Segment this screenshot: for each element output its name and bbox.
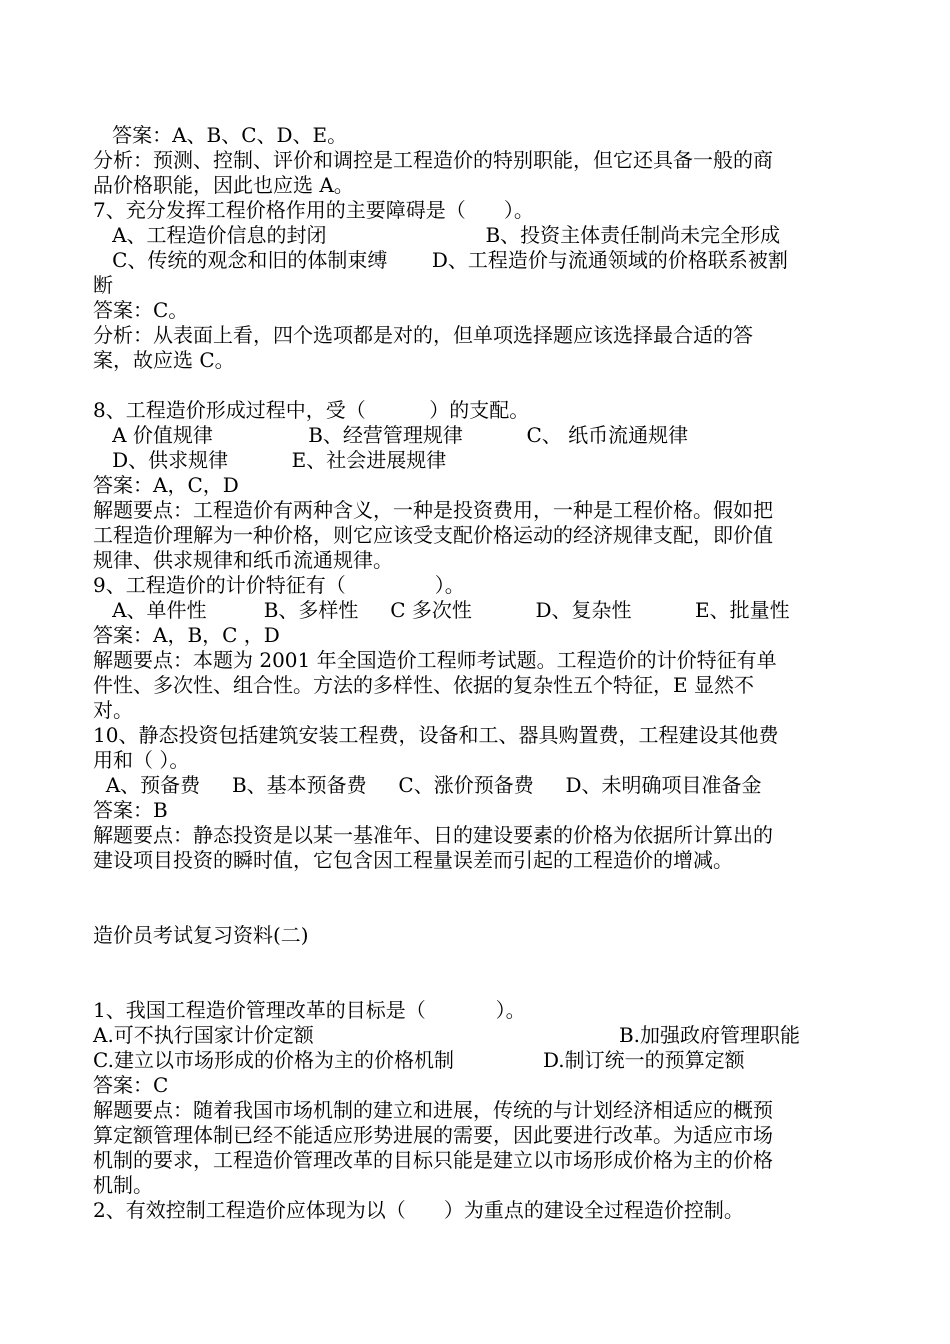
question-10: 用和（ ）。 xyxy=(93,748,190,772)
options-line: D、供求规律 E、社会进展规律 xyxy=(93,448,447,472)
question-2: 2、有效控制工程造价应体现为以（ ）为重点的建设全过程造价控制。 xyxy=(93,1198,744,1222)
explanation-line: 解题要点：本题为 2001 年全国造价工程师考试题。工程造价的计价特征有单 xyxy=(93,648,777,672)
options-line: A、单件性 B、多样性 C 多次性 D、复杂性 E、批量性 xyxy=(93,598,790,622)
explanation-line: 件性、多次性、组合性。方法的多样性、依据的复杂性五个特征，E 显然不 xyxy=(93,673,754,697)
answer-line: 答案：A、B、C、D、E。 xyxy=(93,123,348,147)
answer-line: 答案：C xyxy=(93,1073,169,1097)
options-line: A、预备费 B、基本预备费 C、涨价预备费 D、未明确项目准备金 xyxy=(93,773,762,797)
question-1: 1、我国工程造价管理改革的目标是（ ）。 xyxy=(93,998,526,1022)
analysis-line: 案，故应选 C。 xyxy=(93,348,235,372)
question-10: 10、静态投资包括建筑安装工程费，设备和工、器具购置费，工程建设其他费 xyxy=(93,723,779,747)
question-9: 9、工程造价的计价特征有（ ）。 xyxy=(93,573,465,597)
explanation-line: 对。 xyxy=(93,698,133,722)
explanation-line: 机制的要求，工程造价管理改革的目标只能是建立以市场形成价格为主的价格 xyxy=(93,1148,773,1172)
options-line: A、工程造价信息的封闭 B、投资主体责任制尚未完全形成 xyxy=(93,223,781,247)
question-7: 7、充分发挥工程价格作用的主要障碍是（ ）。 xyxy=(93,198,534,222)
explanation-line: 解题要点：随着我国市场机制的建立和进展，传统的与计划经济相适应的概预 xyxy=(93,1098,773,1122)
question-8: 8、工程造价形成过程中，受（ ）的支配。 xyxy=(93,398,530,422)
explanation-line: 解题要点：工程造价有两种含义，一种是投资费用，一种是工程价格。假如把 xyxy=(93,498,773,522)
options-line: C、传统的观念和旧的体制束缚 D、工程造价与流通领域的价格联系被割 xyxy=(93,248,788,272)
answer-line: 答案：A，C，D xyxy=(93,473,239,497)
explanation-line: 机制。 xyxy=(93,1173,153,1197)
options-line: A 价值规律 B、经营管理规律 C、 纸币流通规律 xyxy=(93,423,689,447)
answer-line: 答案：A，B，C ，D xyxy=(93,623,280,647)
options-line: 断 xyxy=(93,273,113,297)
explanation-line: 工程造价理解为一种价格，则它应该受支配价格运动的经济规律支配，即价值 xyxy=(93,523,773,547)
explanation-line: 规律、供求规律和纸币流通规律。 xyxy=(93,548,393,572)
options-line: A.可不执行国家计价定额 B.加强政府管理职能 xyxy=(93,1023,801,1047)
answer-line: 答案：C。 xyxy=(93,298,189,322)
explanation-line: 建设项目投资的瞬时值，它包含因工程量误差而引起的工程造价的增减。 xyxy=(93,848,733,872)
options-line: C.建立以市场形成的价格为主的价格机制 D.制订统一的预算定额 xyxy=(93,1048,745,1072)
analysis-line: 分析：从表面上看，四个选项都是对的，但单项选择题应该选择最合适的答 xyxy=(93,323,753,347)
explanation-line: 解题要点：静态投资是以某一基准年、日的建设要素的价格为依据所计算出的 xyxy=(93,823,773,847)
answer-line: 答案：B xyxy=(93,798,168,822)
explanation-line: 算定额管理体制已经不能适应形势进展的需要，因此要进行改革。为适应市场 xyxy=(93,1123,773,1147)
analysis-line: 品价格职能，因此也应选 A。 xyxy=(93,173,354,197)
section-heading: 造价员考试复习资料(二) xyxy=(93,923,309,947)
analysis-line: 分析：预测、控制、评价和调控是工程造价的特别职能，但它还具备一般的商 xyxy=(93,148,773,172)
